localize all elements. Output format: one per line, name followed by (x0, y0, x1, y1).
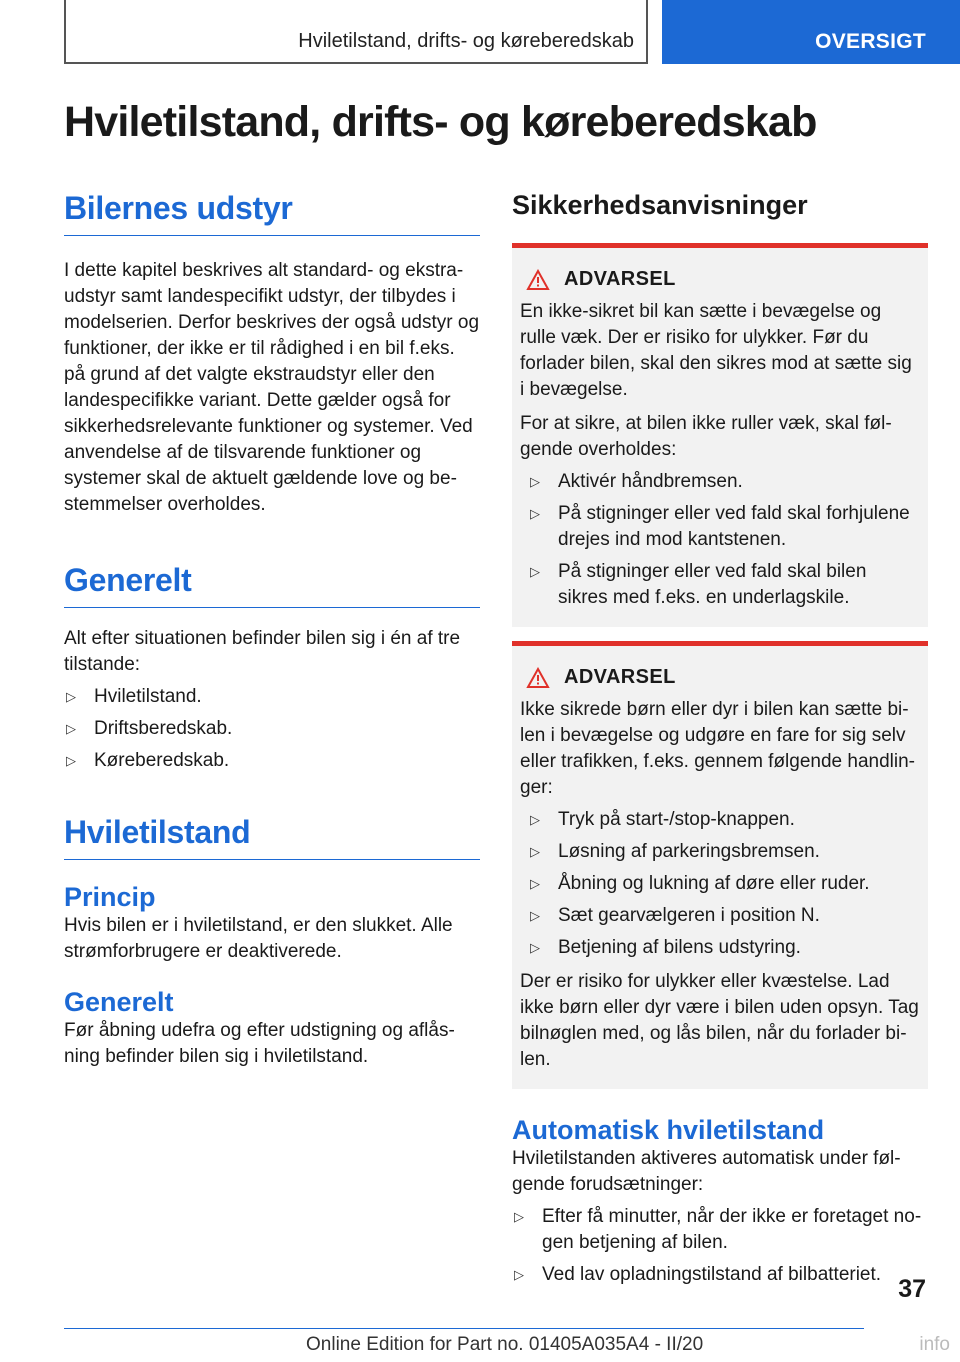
subsection-text-generelt: Før åbning udefra og efter udstigning og aflåsning befinder bilen sig i hviletilstand. (64, 1020, 455, 1067)
list-item-text: Aktivér håndbremsen. (558, 471, 743, 492)
list-item-text: Køreberedskab. (94, 750, 230, 771)
triangle-bullet-icon: ▷ (530, 908, 540, 923)
triangle-bullet-icon: ▷ (514, 1209, 524, 1224)
warning-header (520, 666, 920, 689)
list-forudsaetninger (512, 1204, 928, 1288)
list-item-text: På stigninger eller ved fald skal forhjulene drejes ind mod kantstenen. (558, 503, 910, 550)
subsection-text-automatisk: Hviletilstanden aktiveres automatisk under følgende forudsætninger: (512, 1148, 901, 1195)
list-item (512, 1262, 928, 1288)
list-item (528, 469, 920, 495)
footer-divider (64, 1328, 864, 1329)
list-item (64, 748, 480, 774)
triangle-bullet-icon: ▷ (66, 721, 76, 736)
subsection-title-automatisk-hviletilstand: Automatisk hviletilstand (512, 1115, 825, 1145)
list-item-text: Løsning af parkeringsbremsen. (558, 841, 820, 862)
section-tab-oversigt[interactable] (662, 0, 960, 64)
triangle-bullet-icon: ▷ (530, 812, 540, 827)
triangle-bullet-icon: ▷ (514, 1267, 524, 1282)
triangle-bullet-icon: ▷ (530, 564, 540, 579)
triangle-bullet-icon: ▷ (530, 506, 540, 521)
triangle-bullet-icon: ▷ (530, 844, 540, 859)
page-title: Hviletilstand, drifts- og køreberedskab (64, 98, 817, 146)
running-header (64, 0, 648, 64)
list-item (528, 501, 920, 553)
list-item-text: Åbning og lukning af døre eller ruder. (558, 873, 870, 894)
warning-list (520, 807, 920, 961)
section-title-sikkerhedsanvisninger: Sikkerhedsanvisninger (512, 190, 808, 220)
list-item-text: På stigninger eller ved fald skal bilen sikres med f.eks. en underlagskile. (558, 561, 867, 608)
list-tilstande (64, 684, 480, 774)
list-item-text: Hviletilstand. (94, 686, 202, 707)
warning-label: ADVARSEL (564, 666, 676, 688)
running-header-title: Hviletilstand, drifts- og køreberedskab (298, 30, 634, 52)
list-item-text: Tryk på start-/stop-knappen. (558, 809, 795, 830)
list-item-text: Driftsberedskab. (94, 718, 233, 739)
right-column (512, 190, 928, 1288)
warning-header (520, 268, 920, 291)
section-text-generelt: Alt efter situationen befinder bilen sig i én af tre tilstande: (64, 628, 461, 675)
section-title-hviletilstand: Hviletilstand (64, 814, 480, 860)
triangle-bullet-icon: ▷ (530, 940, 540, 955)
warning-text: For at sikre, at bilen ikke ruller væk, skal følgende overholdes: (520, 413, 892, 460)
list-item (64, 716, 480, 742)
subsection-title-generelt: Generelt (64, 987, 174, 1017)
triangle-bullet-icon: ▷ (530, 876, 540, 891)
section-title-generelt: Generelt (64, 562, 480, 608)
list-item (512, 1204, 928, 1256)
warning-text: Ikke sikrede børn eller dyr i bilen kan sætte bilen i bevægelse og udgøre en fare for sig selv eller trafikken, f.eks. gennem følgende handlinger: (520, 699, 915, 798)
warning-box-2 (512, 641, 928, 1089)
list-item-text: Efter få minutter, når der ikke er foretaget nogen betjening af bilen. (542, 1206, 922, 1253)
warning-triangle-icon (526, 667, 550, 689)
list-item (528, 807, 920, 833)
list-item-text: Betjening af bilens udstyring. (558, 937, 801, 958)
warning-label: ADVARSEL (564, 268, 676, 290)
list-item (528, 903, 920, 929)
subsection-title-princip: Princip (64, 882, 156, 912)
left-column (64, 190, 480, 1070)
section-tab-label: OVERSIGT (815, 30, 926, 53)
list-item (528, 871, 920, 897)
warning-text: En ikke-sikret bil kan sætte i bevægelse og rulle væk. Der er risiko for ulykker. Før du forlader bilen, skal den sikres mod at sætte sig i bevægelse. (520, 301, 912, 400)
triangle-bullet-icon: ▷ (66, 753, 76, 768)
list-item-text: Ved lav opladningstilstand af bilbatteriet. (542, 1264, 882, 1285)
list-item (528, 559, 920, 611)
triangle-bullet-icon: ▷ (530, 474, 540, 489)
list-item-text: Sæt gearvælgeren i position N. (558, 905, 820, 926)
list-item (64, 684, 480, 710)
list-item (528, 935, 920, 961)
footer-edition: Online Edition for Part no. 01405A035A4 - II/20 (306, 1334, 704, 1355)
page-number: 37 (898, 1275, 926, 1303)
watermark: info (919, 1334, 950, 1355)
subsection-text-princip: Hvis bilen er i hviletilstand, er den slukket. Alle strømforbrugere er deaktiverede. (64, 915, 453, 962)
triangle-bullet-icon: ▷ (66, 689, 76, 704)
warning-list (520, 469, 920, 611)
warning-box-1 (512, 243, 928, 627)
warning-text: Der er risiko for ulykker eller kvæstelse. Lad ikke børn eller dyr være i bilen uden opsyn. Tag bilnøglen med, og lås bilen, når du forlader bilen. (520, 971, 919, 1070)
list-item (528, 839, 920, 865)
warning-triangle-icon (526, 269, 550, 291)
section-text-bilernes-udstyr: I dette kapitel beskrives alt standard- og ekstraudstyr samt landespecifikt udstyr, der tilbydes i modelserien. Derfor beskrives der også udstyr og funktioner, der ikke er til rådighed i en bil f.eks. på grund af det valgte ekstraudstyr eller den landespecifikke variant. Dette gælder også for sikkerhedsrelevante funktioner og systemer. Ved anvendelse af de tilsvarende funktioner og systemer skal de aktuelt gældende love og bestemmelser overholdes. (64, 260, 480, 515)
section-title-bilernes-udstyr: Bilernes udstyr (64, 190, 480, 236)
